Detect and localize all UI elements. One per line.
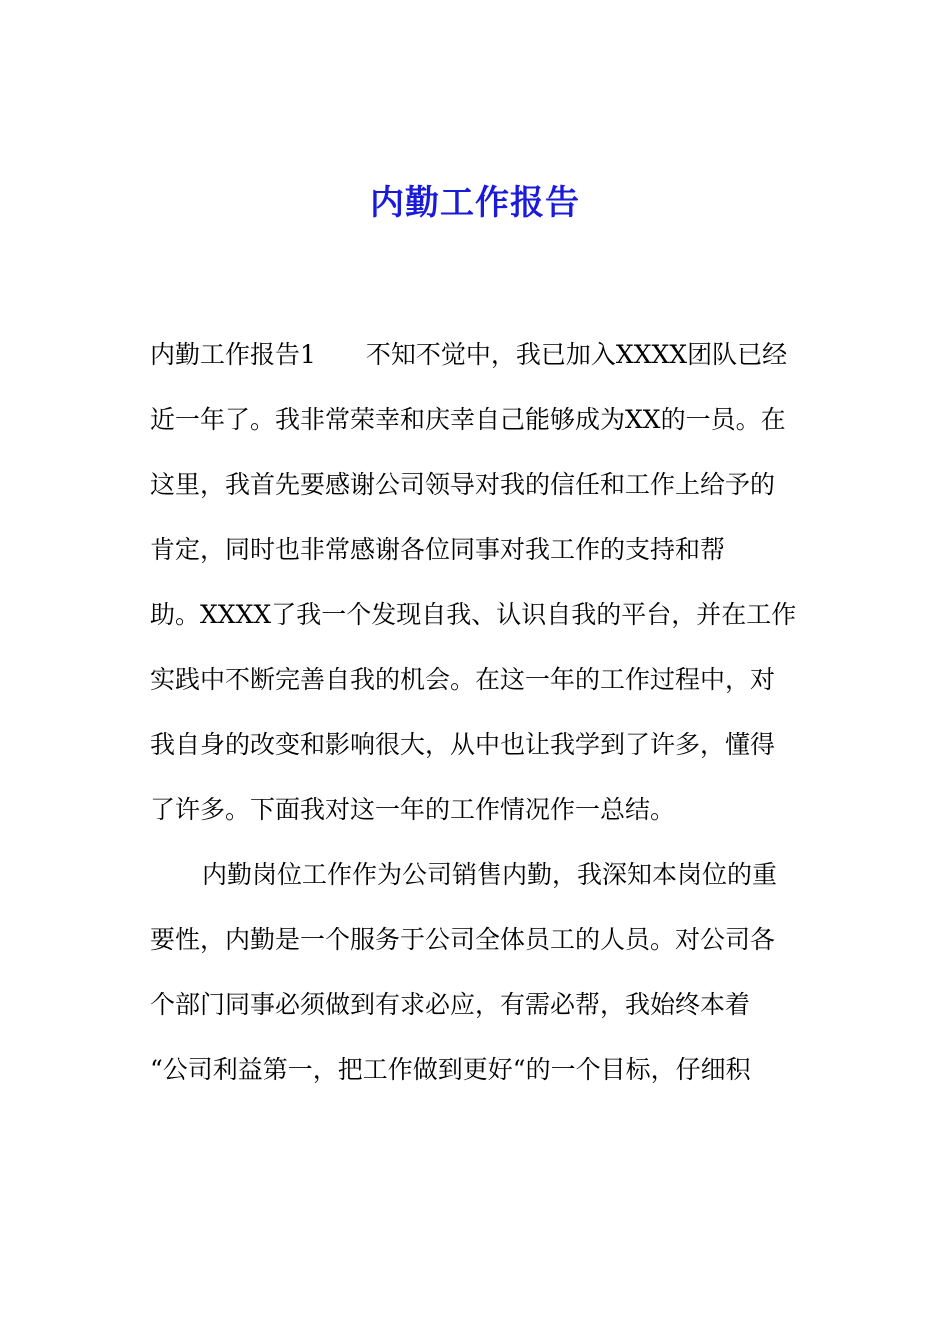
body-line: “公司利益第一，把工作做到更好“的一个目标，仔细积 xyxy=(150,1055,751,1084)
document-body xyxy=(150,322,810,1102)
body-line: 个部门同事必须做到有求必应，有需必帮，我始终本着 xyxy=(150,990,751,1019)
body-line: 肯定，同时也非常感谢各位同事对我工作的支持和帮 xyxy=(150,535,726,564)
body-line: 实践中不断完善自我的机会。在这一年的工作过程中，对 xyxy=(150,665,776,694)
body-line: 内勤工作报告1 不知不觉中，我已加入XXXX团队已经 xyxy=(150,340,788,369)
body-line: 这里，我首先要感谢公司领导对我的信任和工作上给予的 xyxy=(150,470,776,499)
body-line: 近一年了。我非常荣幸和庆幸自己能够成为XX的一员。在 xyxy=(150,405,786,434)
body-line: 助。XXXX了我一个发现自我、认识自我的平台，并在工作 xyxy=(150,600,797,629)
body-line: 内勤岗位工作作为公司销售内勤，我深知本岗位的重 xyxy=(202,860,778,889)
document-title: 内勤工作报告 xyxy=(370,183,580,223)
body-line: 了许多。下面我对这一年的工作情况作一总结。 xyxy=(150,795,676,824)
body-line: 我自身的改变和影响很大，从中也让我学到了许多，懂得 xyxy=(150,730,776,759)
body-line: 要性，内勤是一个服务于公司全体员工的人员。对公司各 xyxy=(150,925,776,954)
